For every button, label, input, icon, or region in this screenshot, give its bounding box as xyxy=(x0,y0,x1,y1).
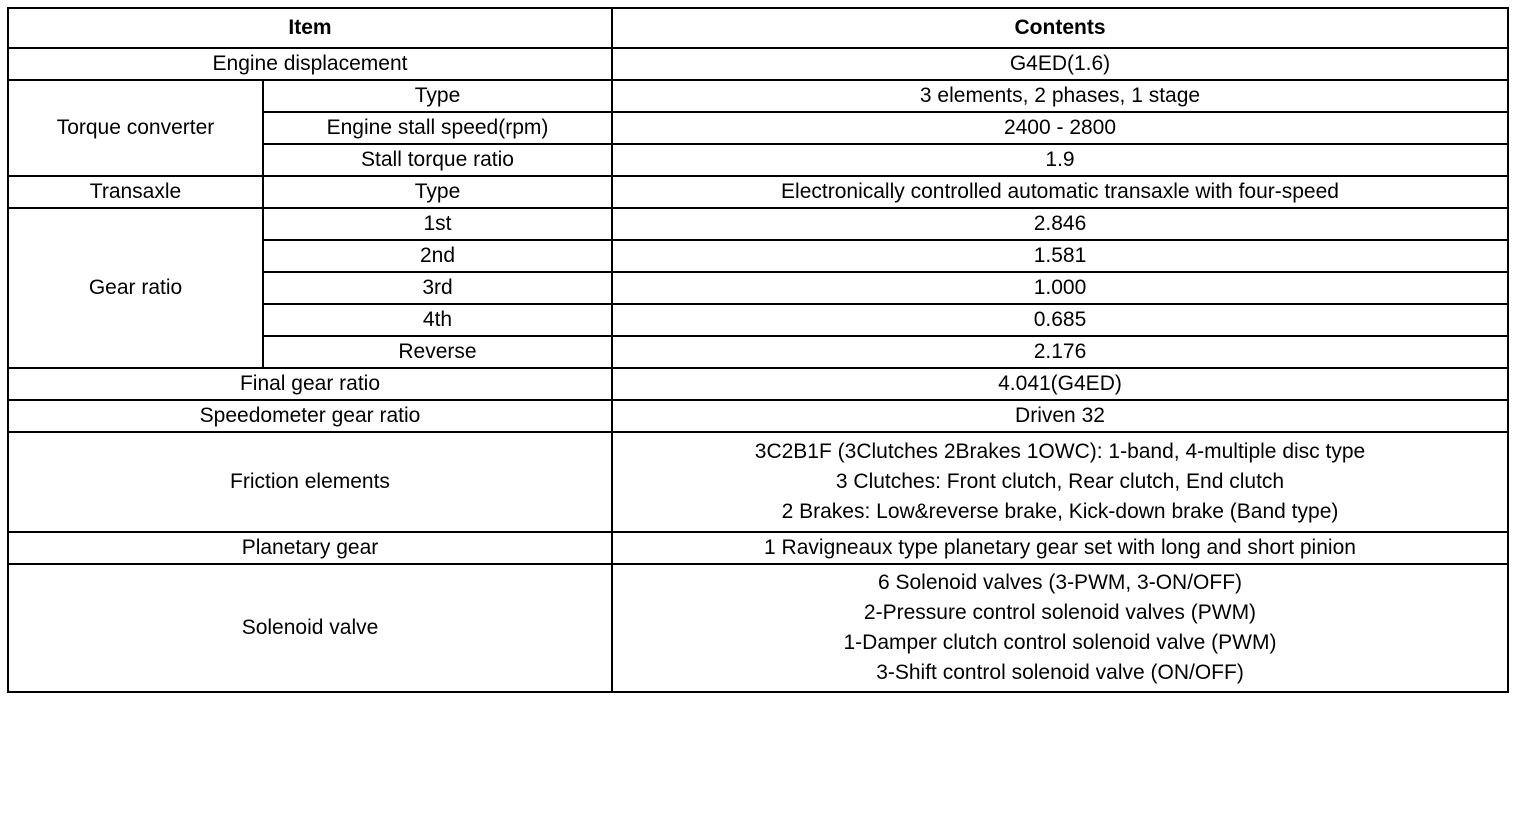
transaxle-value: Electronically controlled automatic transaxle with four-speed xyxy=(612,176,1508,208)
torque-converter-sub: Engine stall speed(rpm) xyxy=(263,112,612,144)
table-row xyxy=(8,532,1508,564)
speedometer-gear-ratio-value: Driven 32 xyxy=(612,400,1508,432)
friction-elements-label: Friction elements xyxy=(8,432,612,532)
gear-ratio-sub: 1st xyxy=(263,208,612,240)
friction-elements-line: 2 Brakes: Low&reverse brake, Kick-down brake (Band type) xyxy=(781,500,1339,523)
solenoid-valve-value xyxy=(612,564,1508,692)
speedometer-gear-ratio-label: Speedometer gear ratio xyxy=(8,400,612,432)
table-row xyxy=(8,208,1508,240)
transaxle-label: Transaxle xyxy=(8,176,263,208)
gear-ratio-value: 2.176 xyxy=(612,336,1508,368)
torque-converter-value: 2400 - 2800 xyxy=(612,112,1508,144)
engine-displacement-label: Engine displacement xyxy=(8,48,612,80)
solenoid-valve-line: 3-Shift control solenoid valve (ON/OFF) xyxy=(876,661,1244,684)
final-gear-ratio-value: 4.041(G4ED) xyxy=(612,368,1508,400)
header-contents: Contents xyxy=(612,8,1508,48)
solenoid-valve-label: Solenoid valve xyxy=(8,564,612,692)
gear-ratio-value: 1.581 xyxy=(612,240,1508,272)
solenoid-valve-line: 1-Damper clutch control solenoid valve (PWM) xyxy=(843,631,1277,654)
table-row xyxy=(8,564,1508,692)
table-row xyxy=(8,48,1508,80)
gear-ratio-sub: Reverse xyxy=(263,336,612,368)
torque-converter-sub: Type xyxy=(263,80,612,112)
table-row xyxy=(8,80,1508,112)
solenoid-valve-line: 6 Solenoid valves (3-PWM, 3-ON/OFF) xyxy=(877,571,1243,594)
transaxle-sub: Type xyxy=(263,176,612,208)
torque-converter-value: 1.9 xyxy=(612,144,1508,176)
torque-converter-value: 3 elements, 2 phases, 1 stage xyxy=(612,80,1508,112)
engine-displacement-value: G4ED(1.6) xyxy=(612,48,1508,80)
spec-table xyxy=(7,7,1509,693)
friction-elements-line: 3 Clutches: Front clutch, Rear clutch, End clutch xyxy=(835,470,1285,493)
planetary-gear-label: Planetary gear xyxy=(8,532,612,564)
table-row xyxy=(8,368,1508,400)
gear-ratio-label: Gear ratio xyxy=(8,208,263,368)
torque-converter-sub: Stall torque ratio xyxy=(263,144,612,176)
header-item: Item xyxy=(8,8,612,48)
gear-ratio-value: 0.685 xyxy=(612,304,1508,336)
planetary-gear-value: 1 Ravigneaux type planetary gear set with long and short pinion xyxy=(612,532,1508,564)
gear-ratio-value: 1.000 xyxy=(612,272,1508,304)
gear-ratio-sub: 3rd xyxy=(263,272,612,304)
friction-elements-line: 3C2B1F (3Clutches 2Brakes 1OWC): 1-band, 4-multiple disc type xyxy=(754,440,1366,463)
final-gear-ratio-label: Final gear ratio xyxy=(8,368,612,400)
friction-elements-value xyxy=(612,432,1508,532)
gear-ratio-sub: 4th xyxy=(263,304,612,336)
gear-ratio-value: 2.846 xyxy=(612,208,1508,240)
table-row xyxy=(8,432,1508,532)
table-row xyxy=(8,400,1508,432)
solenoid-valve-line: 2-Pressure control solenoid valves (PWM) xyxy=(863,601,1257,624)
torque-converter-label: Torque converter xyxy=(8,80,263,176)
gear-ratio-sub: 2nd xyxy=(263,240,612,272)
table-header-row xyxy=(8,8,1508,48)
table-row xyxy=(8,176,1508,208)
